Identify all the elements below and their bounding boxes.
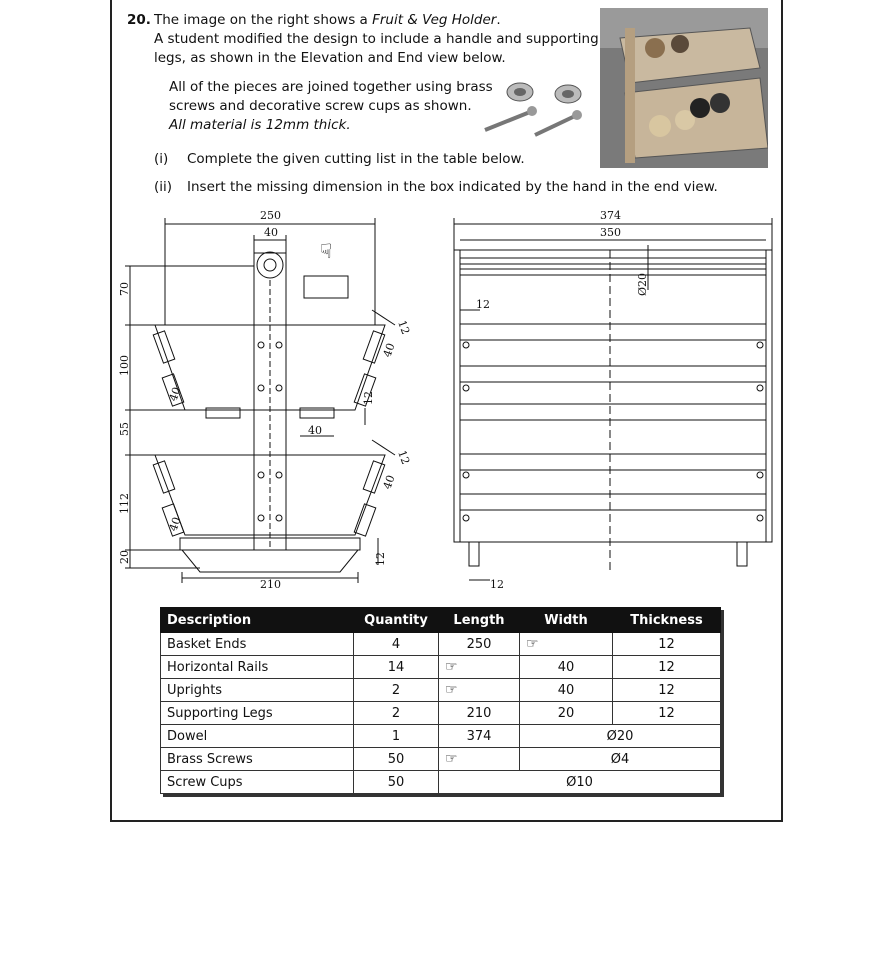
table-row <box>161 656 721 679</box>
table-header-row <box>161 608 721 633</box>
dim-right-12-d: 12 <box>374 552 387 566</box>
pointing-hand-icon: ☞ <box>445 682 458 698</box>
cell-description: Dowel <box>161 725 354 748</box>
dim-rail-12: 12 <box>476 298 490 311</box>
table-row <box>161 702 721 725</box>
cell-description: Screw Cups <box>161 771 354 794</box>
dim-left-100: 100 <box>118 355 131 376</box>
part-i-label: (i) <box>154 151 169 167</box>
cell-quantity: 14 <box>354 656 439 679</box>
cell-length: 250 <box>439 633 520 656</box>
cell-thickness: 12 <box>613 679 721 702</box>
technical-drawing <box>110 200 782 595</box>
cell-width-blank[interactable] <box>520 633 613 656</box>
dim-left-55: 55 <box>118 422 131 436</box>
cell-width: 20 <box>520 702 613 725</box>
cell-length: 374 <box>439 725 520 748</box>
question-line-1: The image on the right shows a Fruit & Veg Holder. <box>154 12 501 28</box>
dim-handle-width: 40 <box>264 226 278 239</box>
part-ii-label: (ii) <box>154 179 173 195</box>
cell-length-blank[interactable] <box>439 656 520 679</box>
question-line-5: screws and decorative screw cups as shown. <box>169 98 472 114</box>
dim-base-width: 210 <box>260 578 281 591</box>
dim-side-40-upper: 40 <box>166 385 184 404</box>
pointing-hand-icon: ☟ <box>320 239 333 263</box>
header-width: Width <box>520 608 613 633</box>
cell-diameter: Ø4 <box>520 748 721 771</box>
header-quantity: Quantity <box>354 608 439 633</box>
cell-quantity: 50 <box>354 748 439 771</box>
brass-screws-illustration <box>480 80 590 142</box>
dim-right-40-b: 40 <box>380 473 398 492</box>
cell-description: Uprights <box>161 679 354 702</box>
part-i-text: Complete the given cutting list in the table below. <box>187 151 525 167</box>
cell-description: Supporting Legs <box>161 702 354 725</box>
cell-length: 210 <box>439 702 520 725</box>
dim-right-12-a: 12 <box>395 318 413 337</box>
cell-length-blank[interactable] <box>439 679 520 702</box>
dim-left-20: 20 <box>118 550 131 564</box>
cell-diameter: Ø20 <box>520 725 721 748</box>
cell-quantity: 2 <box>354 702 439 725</box>
cell-description: Basket Ends <box>161 633 354 656</box>
dim-mid-40: 40 <box>308 424 322 437</box>
dim-top-width: 250 <box>260 209 281 222</box>
cell-width: 40 <box>520 679 613 702</box>
dim-right-12-b: 12 <box>362 391 375 405</box>
cell-quantity: 1 <box>354 725 439 748</box>
header-description: Description <box>161 608 354 633</box>
dim-side-40-lower: 40 <box>166 515 184 534</box>
cell-description: Horizontal Rails <box>161 656 354 679</box>
cutting-list-table <box>160 607 721 794</box>
dim-left-70: 70 <box>118 282 131 296</box>
cell-quantity: 4 <box>354 633 439 656</box>
pointing-hand-icon: ☞ <box>445 659 458 675</box>
question-line-3: legs, as shown in the Elevation and End view below. <box>154 50 506 66</box>
cell-diameter: Ø10 <box>439 771 721 794</box>
question-line-4: All of the pieces are joined together using brass <box>169 79 493 95</box>
part-ii-text: Insert the missing dimension in the box indicated by the hand in the end view. <box>187 179 718 195</box>
cell-width: 40 <box>520 656 613 679</box>
cell-length-blank[interactable] <box>439 748 520 771</box>
fruit-veg-holder-photo <box>600 8 768 168</box>
table-row <box>161 725 721 748</box>
cell-thickness: 12 <box>613 633 721 656</box>
dim-overall-374: 374 <box>600 209 621 222</box>
table-row <box>161 679 721 702</box>
table-row <box>161 633 721 656</box>
question-line-6: All material is 12mm thick. <box>169 117 351 133</box>
table-row <box>161 748 721 771</box>
pointing-hand-icon: ☞ <box>526 636 539 652</box>
dim-left-112: 112 <box>118 493 131 514</box>
header-thickness: Thickness <box>613 608 721 633</box>
cell-thickness: 12 <box>613 702 721 725</box>
pointing-hand-icon: ☞ <box>445 751 458 767</box>
dim-right-12-c: 12 <box>395 448 413 467</box>
table-row <box>161 771 721 794</box>
header-length: Length <box>439 608 520 633</box>
question-number: 20. <box>127 12 151 28</box>
dim-dowel: Ø20 <box>636 272 649 296</box>
cell-quantity: 50 <box>354 771 439 794</box>
question-line-2: A student modified the design to include a handle and supporting <box>154 31 599 47</box>
dim-inner-350: 350 <box>600 226 621 239</box>
dim-leg-12: 12 <box>490 578 504 591</box>
dim-right-40-a: 40 <box>380 341 398 360</box>
cell-thickness: 12 <box>613 656 721 679</box>
cell-description: Brass Screws <box>161 748 354 771</box>
cell-quantity: 2 <box>354 679 439 702</box>
